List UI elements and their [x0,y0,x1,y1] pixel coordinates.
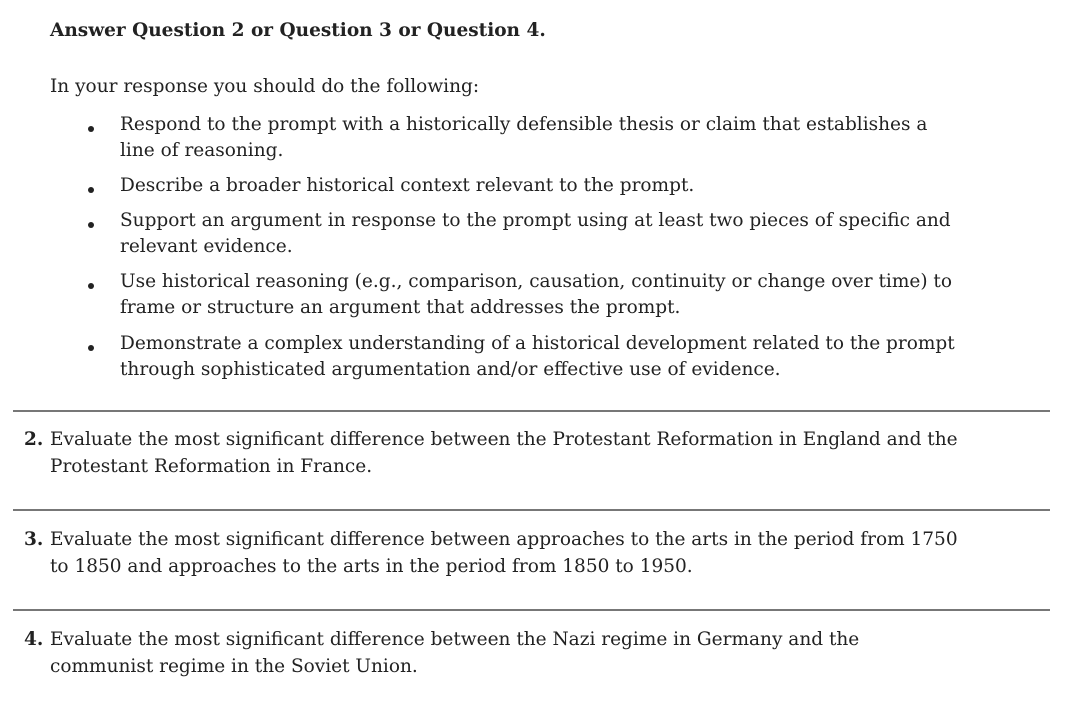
instructions-heading: Answer Question 2 or Question 3 or Question 4. [50,20,546,41]
question-number: 4. [24,629,44,650]
instructions-intro: In your response you should do the following: [50,76,480,97]
bullet-icon [88,345,94,351]
divider [13,609,1050,611]
bullet-icon [88,126,94,132]
list-item: Describe a broader historical context relevant to the prompt. [120,175,695,196]
question-text: Evaluate the most significant difference between approaches to the arts in the period from 1750 [50,529,958,550]
list-item: Respond to the prompt with a historically defensible thesis or claim that establishes a [120,114,928,135]
list-item: Demonstrate a complex understanding of a historical development related to the prompt [120,333,955,354]
question-text: Protestant Reformation in France. [50,456,373,477]
list-item: Support an argument in response to the prompt using at least two pieces of specific and [120,210,951,231]
bullet-icon [88,283,94,289]
bullet-icon [88,222,94,228]
list-item: through sophisticated argumentation and/or effective use of evidence. [120,359,781,380]
question-text: communist regime in the Soviet Union. [50,656,418,677]
list-item: frame or structure an argument that addresses the prompt. [120,297,681,318]
list-item: Use historical reasoning (e.g., comparison, causation, continuity or change over time) to [120,271,952,292]
question-text: Evaluate the most significant difference between the Nazi regime in Germany and the [50,629,860,650]
list-item: relevant evidence. [120,236,293,257]
question-text: to 1850 and approaches to the arts in the period from 1850 to 1950. [50,556,693,577]
divider [13,509,1050,511]
question-text: Evaluate the most significant difference between the Protestant Reformation in England and the [50,429,958,450]
bullet-icon [88,187,94,193]
question-number: 2. [24,429,44,450]
question-number: 3. [24,529,44,550]
list-item: line of reasoning. [120,140,284,161]
divider [13,410,1050,412]
